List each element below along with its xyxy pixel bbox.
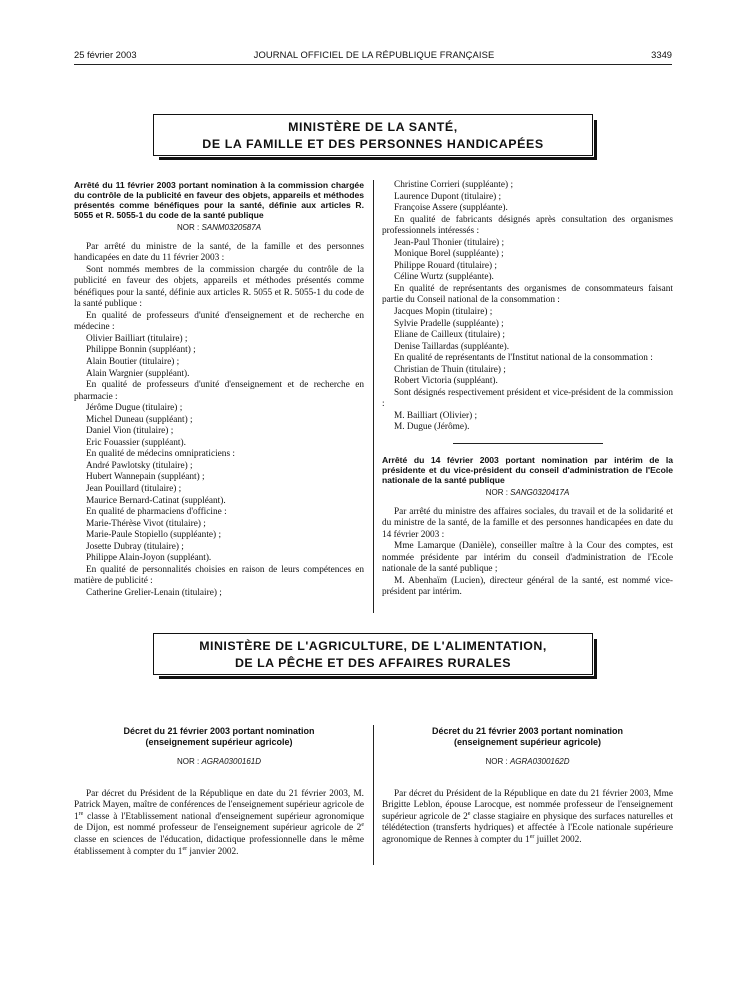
decret1-body-text: classe en sciences de l'éducation, didactique professionnelle dans le même établissement à compter du 1: [74, 834, 364, 857]
decret2-body-text: classe stagiaire en physique des surfaces naturelles et télédétection (transferts hydriques) et affectée à l'Ecole nationale supérieure agronomique de Rennes à compter du 1: [382, 811, 673, 845]
member-name: Jean Pouillard (titulaire) ;: [86, 484, 182, 495]
nor-label: NOR :: [176, 757, 200, 766]
column-divider: [373, 725, 374, 865]
decret2-nor: [382, 756, 673, 768]
member-name: Philippe Bonnin (suppléant) ;: [86, 345, 196, 356]
superscript: re: [78, 810, 84, 817]
member-name: Denise Taillardas (suppléante).: [394, 341, 510, 352]
decret2-body-text: Par décret du Président de la République en date du 21 février 2003, Mme Brigitte Leblon, épouse Larocque, est nommée professeur de l'enseignement supérieur agricole de 2: [382, 788, 673, 822]
header-page-number: 3349: [651, 49, 672, 60]
arrete2-paragraph: Mme Lamarque (Danièle), conseiller maître à la Cour des comptes, est nommée présidente par intérim du conseil d'administration de l'Ecole nationale de la santé publique ;: [382, 541, 673, 575]
decret1-title-line1: Décret du 21 février 2003 portant nomination: [123, 726, 315, 736]
member-name: Céline Wurtz (suppléante).: [394, 272, 494, 283]
decret1-body-text: Par décret du Président de la République en date du 21 février 2003, M. Patrick Mayen, maître de conférences de l'enseignement supérieur agricole de 1: [74, 788, 364, 822]
member-name: André Pawlotsky (titulaire) ;: [86, 460, 193, 471]
section-heading: En qualité de fabricants désignés après consultation des organismes professionnels intéressés :: [382, 214, 673, 237]
decret2-title-line1: Décret du 21 février 2003 portant nomination: [431, 726, 624, 736]
column-divider: [373, 180, 374, 613]
member-name: Jean-Paul Thonier (titulaire) ;: [394, 237, 505, 248]
decret1-title-line2: (enseignement supérieur agricole): [145, 736, 293, 747]
header-rule: [74, 64, 672, 65]
section-heading: En qualité de professeurs d'unité d'enseignement et de recherche en pharmacie :: [74, 380, 364, 402]
left-column: [74, 180, 364, 600]
arrete1-nor: [74, 222, 364, 234]
nor-code: AGRA0300162D: [509, 757, 570, 766]
member-name: Maurice Bernard-Catinat (suppléant).: [86, 495, 226, 506]
decret2-body-text: juillet 2002.: [534, 834, 582, 845]
member-name: Philippe Rouard (titulaire) ;: [394, 260, 498, 271]
ministry-health-line1: MINISTÈRE DE LA SANTÉ,: [288, 120, 458, 134]
nor-code: SANG0320417A: [510, 488, 570, 498]
arrete2-paragraph: Par arrêté du ministre des affaires sociales, du travail et de la solidarité et du ministre de la santé, de la famille et des personnes handicapées en date du 14 février 2003 :: [382, 506, 673, 540]
member-name: Jacques Mopin (titulaire) ;: [394, 307, 493, 318]
member-name: Alain Boutier (titulaire) ;: [86, 357, 180, 368]
decret1-nor: [74, 756, 364, 768]
superscript: er: [529, 833, 535, 840]
arrete1-title: Arrêté du 11 février 2003 portant nomination à la commission chargée du contrôle de la publicité en faveur des objets, appareils et méthodes présentés comme bénéfiques pour la santé, définie aux articles R. 5055 et R. 5055-1 du code de la santé publique: [74, 180, 364, 220]
member-name: Robert Victoria (suppléant).: [394, 376, 498, 387]
arrete1-intro: Par arrêté du ministre de la santé, de la famille et des personnes handicapées en date du 11 février 2003 :: [74, 241, 364, 264]
president-name: M. Bailliart (Olivier) ;: [394, 410, 478, 421]
header-journal-title: JOURNAL OFFICIEL DE LA RÉPUBLIQUE FRANÇAISE: [253, 49, 495, 60]
decret1-body-text: janvier 2002.: [187, 846, 239, 857]
decret1-body: [74, 789, 364, 859]
decret2: [382, 726, 673, 847]
arrete2-paragraph: M. Abenhaïm (Lucien), directeur général de la santé, est nommé vice-président par intérim.: [382, 575, 673, 598]
running-header: [0, 49, 748, 63]
member-name: Eliane de Cailleux (titulaire) ;: [394, 330, 506, 341]
right-column: [382, 180, 673, 599]
member-name: Michel Duneau (suppléant) ;: [86, 414, 193, 425]
superscript: e: [467, 810, 471, 817]
section-heading: En qualité de représentants de l'Institut national de la consommation :: [394, 353, 653, 364]
decret2-body: [382, 789, 673, 847]
ministry-agriculture-box: [153, 633, 593, 675]
ministry-health-box: [153, 114, 593, 156]
header-date: 25 février 2003: [74, 49, 137, 60]
member-name: Hubert Wannepain (suppléant) ;: [86, 472, 205, 483]
member-name: Eric Fouassier (suppléant).: [86, 437, 186, 448]
member-name: Alain Wargnier (suppléant).: [86, 368, 190, 379]
vice-president-name: M. Dugue (Jérôme).: [394, 422, 470, 433]
nor-code: AGRA0300161D: [201, 757, 262, 766]
superscript: er: [182, 845, 188, 852]
member-name: Christine Corrieri (suppléante) ;: [394, 180, 514, 190]
member-name: Daniel Vion (titulaire) ;: [86, 426, 174, 437]
decret1-body-text: classe à l'Etablissement national d'enseignement supérieur agronomique de Dijon, est nommé professeur de l'enseignement supérieur agricole de 2: [74, 811, 364, 834]
nor-label: NOR :: [485, 488, 508, 498]
section-heading: En qualité de pharmaciens d'officine :: [86, 507, 227, 518]
section-heading: En qualité de professeurs d'unité d'enseignement et de recherche en médecine :: [74, 310, 364, 333]
member-name: Marie-Thérèse Vivot (titulaire) ;: [86, 518, 206, 529]
member-name: Laurence Dupont (titulaire) ;: [394, 191, 502, 202]
ministry-health-line2: DE LA FAMILLE ET DES PERSONNES HANDICAPÉES: [202, 137, 544, 151]
section-separator: [453, 443, 603, 444]
arrete1-closing: Sont désignés respectivement président et vice-président de la commission :: [382, 387, 673, 410]
member-name: Sylvie Pradelle (suppléante) ;: [394, 318, 504, 329]
member-name: Françoise Assere (suppléante).: [394, 203, 508, 214]
nor-code: SANM0320587A: [201, 223, 262, 232]
ministry-agriculture-line1: MINISTÈRE DE L'AGRICULTURE, DE L'ALIMENTATION,: [199, 639, 547, 653]
member-name: Philippe Alain-Joyon (suppléant).: [86, 553, 212, 564]
section-heading: En qualité de médecins omnipraticiens :: [86, 449, 235, 460]
member-name: Olivier Bailliart (titulaire) ;: [86, 333, 188, 344]
nor-label: NOR :: [485, 757, 508, 766]
member-name: Josette Dubray (titulaire) ;: [86, 541, 184, 552]
member-name: Jérôme Dugue (titulaire) ;: [86, 403, 183, 414]
arrete1-members-intro: Sont nommés membres de la commission chargée du contrôle de la publicité en faveur des objets, appareils et méthodes présentés comme bénéfiques pour la santé, définie aux articles R. 5055 et R. 5055-1 du code de la santé publique :: [74, 264, 364, 310]
member-name: Marie-Paule Stopiello (suppléante) ;: [86, 530, 222, 541]
decret1: [74, 726, 364, 858]
arrete2-nor: [382, 487, 673, 499]
member-name: Christian de Thuin (titulaire) ;: [394, 364, 506, 375]
section-heading: En qualité de personnalités choisies en raison de leurs compétences en matière de publicité :: [74, 564, 364, 587]
decret2-title-line2: (enseignement supérieur agricole): [453, 736, 602, 747]
ministry-agriculture-line2: DE LA PÊCHE ET DES AFFAIRES RURALES: [234, 656, 512, 670]
section-heading: En qualité de représentants des organismes de consommateurs faisant partie du Conseil national de la consommation :: [382, 283, 673, 306]
member-name: Monique Borel (suppléante) ;: [394, 249, 504, 260]
nor-label: NOR :: [176, 223, 200, 232]
superscript: e: [361, 822, 364, 829]
arrete2-title: Arrêté du 14 février 2003 portant nomination par intérim de la présidente et du vice-président du conseil d'administration de l'Ecole nationale de la santé publique: [382, 455, 673, 486]
member-name: Catherine Grelier-Lenain (titulaire) ;: [86, 587, 222, 598]
